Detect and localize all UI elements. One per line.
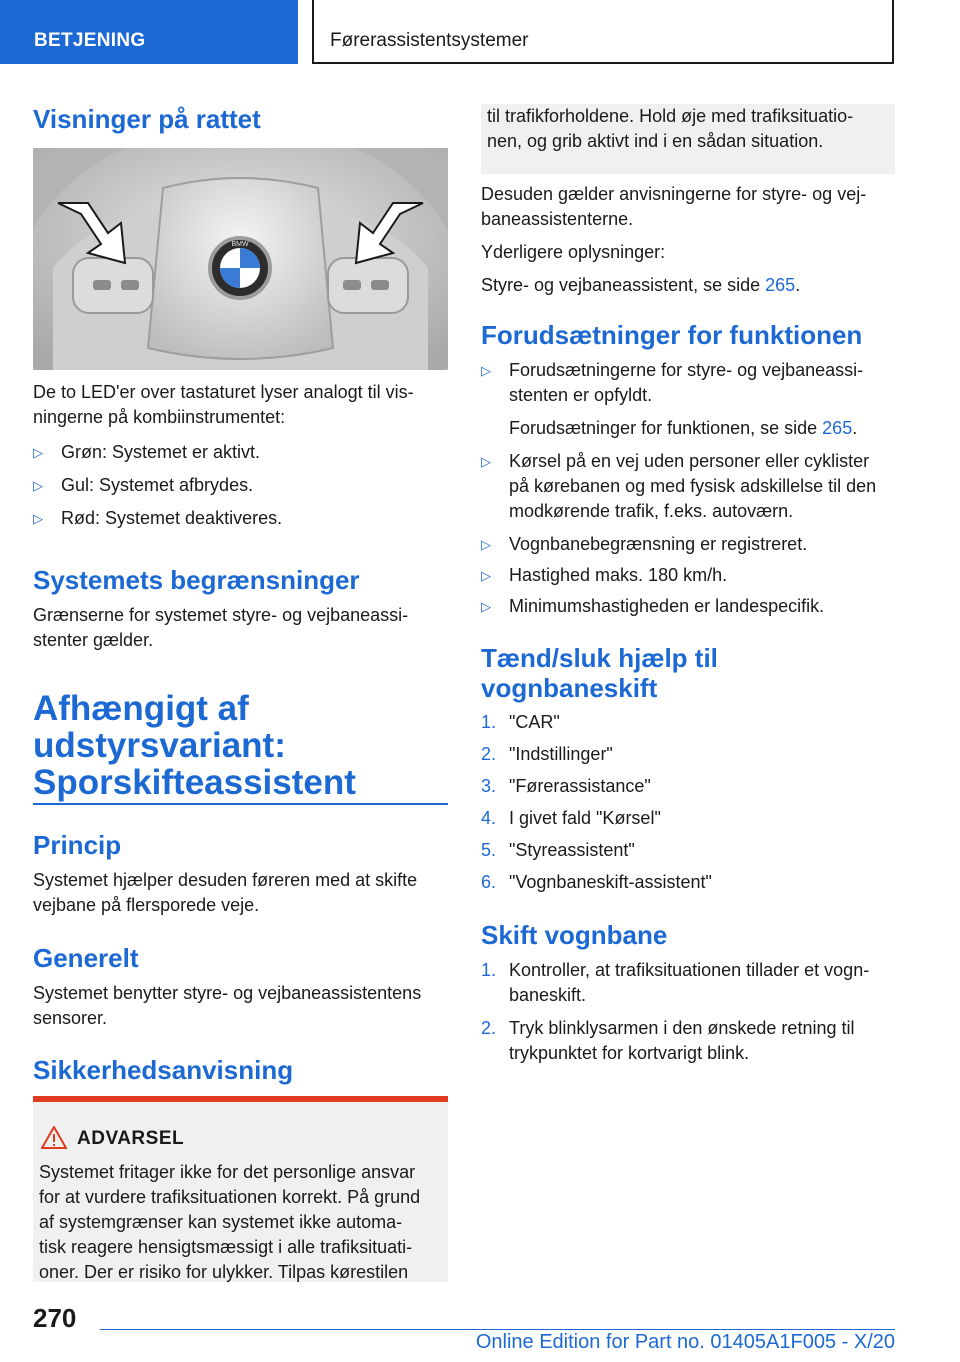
- paragraph-line: Systemet hjælper desuden føreren med at skifte: [33, 870, 418, 890]
- header-section-tab: [0, 0, 298, 64]
- heading-generelt: Generelt: [33, 943, 139, 973]
- heading-visninger: Visninger på rattet: [33, 104, 261, 134]
- footer-rule: [100, 1329, 895, 1330]
- paragraph-line: vejbane på flersporede veje.: [33, 895, 260, 915]
- heading-taend-line-2: vognbaneskift: [481, 673, 658, 703]
- intro-line-2: ningerne på kombiinstrumentet:: [33, 407, 286, 427]
- paragraph-line: baneassistenterne.: [481, 209, 634, 229]
- wheel-logo-text: BMW: [231, 241, 249, 248]
- paragraph-line: sensorer.: [33, 1008, 108, 1028]
- main-heading-line-2: udstyrsvariant:: [33, 726, 286, 765]
- heading-princip: Princip: [33, 830, 122, 860]
- footer-edition: Online Edition for Part no. 01405A1F005 - X/20: [475, 1331, 895, 1353]
- warning-line: tisk reagere hensigtsmæssigt i alle trafiksituati-: [39, 1237, 413, 1257]
- main-heading-line-3: Sporskifteassistent: [33, 763, 356, 802]
- warning-box: [33, 1096, 448, 1282]
- warning-line: for at vurdere trafiksituationen korrekt. På grund: [39, 1187, 421, 1207]
- heading-rule: [33, 803, 448, 805]
- triangle-bullet-icon: ▷: [33, 478, 43, 493]
- warning-line: Systemet fritager ikke for det personlige ansvar: [39, 1162, 416, 1182]
- warning-line: af systemgrænser kan systemet ikke automa-: [39, 1212, 403, 1232]
- heading-taend-line-1: Tænd/sluk hjælp til: [481, 643, 718, 673]
- warning-triangle-icon: [41, 1126, 67, 1149]
- triangle-bullet-icon: ▷: [481, 454, 491, 469]
- paragraph-line: stenter gælder.: [33, 630, 154, 650]
- triangle-bullet-icon: ▷: [481, 599, 491, 614]
- warning-continuation-box: [481, 104, 895, 174]
- warning-line: nen, og grib aktivt ind i en sådan situation.: [487, 131, 824, 151]
- paragraph-line: Systemet benytter styre- og vejbaneassistentens: [33, 983, 422, 1003]
- header-section-label: BETJENING: [34, 30, 146, 51]
- header-chapter-box: [312, 0, 894, 64]
- page-link[interactable]: 265: [822, 418, 853, 438]
- paragraph-line: Yderligere oplysninger:: [481, 242, 666, 262]
- triangle-bullet-icon: ▷: [481, 363, 491, 378]
- reference-line: Styre- og vejbaneassistent, se side 265.: [481, 275, 801, 295]
- triangle-bullet-icon: ▷: [33, 511, 43, 526]
- heading-skift: Skift vognbane: [481, 920, 668, 950]
- heading-forudsaetninger: Forudsætninger for funktionen: [481, 320, 863, 350]
- warning-line: oner. Der er risiko for ulykker. Tilpas kørestilen: [39, 1262, 409, 1282]
- warning-title: ADVARSEL: [77, 1128, 185, 1149]
- triangle-bullet-icon: ▷: [481, 537, 491, 552]
- steering-wheel-photo: [33, 148, 448, 370]
- page-number: 270: [33, 1303, 77, 1333]
- warning-line: til trafikforholdene. Hold øje med trafiksituatio-: [487, 106, 854, 126]
- main-heading-line-1: Afhængigt af: [33, 689, 249, 728]
- intro-line-1: De to LED'er over tastaturet lyser analogt til vis-: [33, 382, 414, 402]
- paragraph-line: Grænserne for systemet styre- og vejbaneassi-: [33, 605, 409, 625]
- steering-wheel-image: [33, 148, 448, 370]
- page-link[interactable]: 265: [765, 275, 796, 295]
- heading-sikkerhed: Sikkerhedsanvisning: [33, 1055, 294, 1085]
- triangle-bullet-icon: ▷: [33, 445, 43, 460]
- paragraph-line: Desuden gælder anvisningerne for styre- og vej-: [481, 184, 867, 204]
- triangle-bullet-icon: ▷: [481, 568, 491, 583]
- heading-begraensninger: Systemets begrænsninger: [33, 565, 360, 595]
- header-chapter-label: Førerassistentsystemer: [330, 30, 529, 51]
